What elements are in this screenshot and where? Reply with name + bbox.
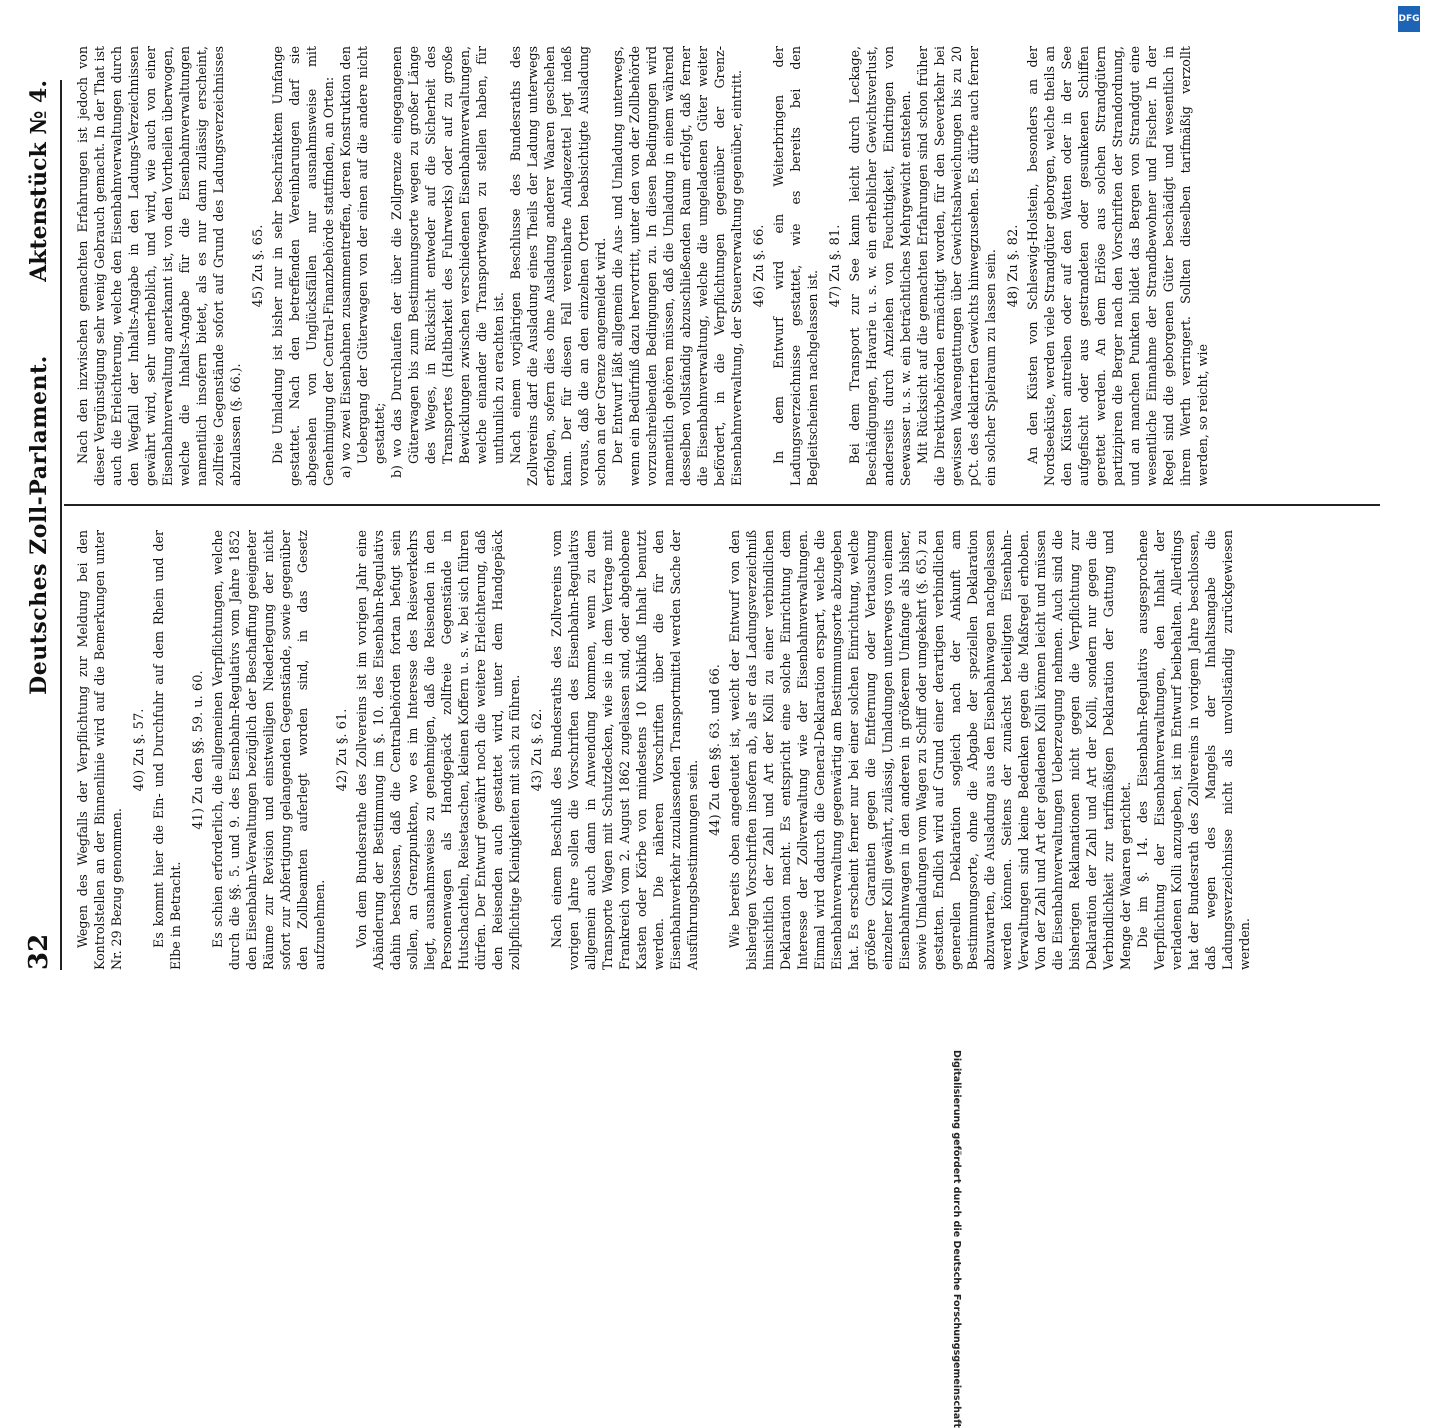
section-heading: 46) Zu §. 66.	[752, 224, 767, 308]
section-heading: 45) Zu §. 65.	[251, 224, 266, 308]
section-heading: 40) Zu §. 57.	[132, 708, 147, 792]
paragraph: Es kommt hier die Ein- und Durchfuhr auf dem Rhein und der Elbe in Betracht.	[151, 530, 183, 970]
paragraph: Der Entwurf läßt allgemein die Aus- und Umladung unterwegs, wenn ein Bedürfniß dazu hervortritt, unter den von der Zollbehörde vorzuschreibenden Bedingungen zu. In diesen Bedingungen wird namentlich gehören müssen, daß die Umladung in einem während desselben vollständig abzuschließenden Raum erfolgt, daß ferner die Eisenbahnverwaltung, welche die umgeladenen Güter weiter befördert, in die Verpflichtungen gegenüber der Grenz-Eisenbahnverwaltung, der Steuerverwaltung gegenüber, eintritt.	[610, 46, 744, 486]
paragraph: Die im §. 14. des Eisenbahn-Regulativs ausgesprochene Verpflichtung der Eisenbahnverwaltungen, den Inhalt der verladenen Kolli anzugeben, ist im Entwurf beibehalten. Allerdings hat der Bundesrath des Zollvereins in vorigem Jahre beschlossen, daß wegen des Mangels der Inhaltsangabe die Ladungsverzeichnisse nicht als unvollständig zurückgewiesen werden.	[1135, 530, 1252, 970]
paragraph: Wegen des Wegfalls der Verpflichtung zur Meldung bei den Kontrolstellen an der Binnenlinie wird auf die Bemerkungen unter Nr. 29 Bezug genommen.	[75, 530, 124, 970]
section-heading: 41) Zu den §§. 59. u. 60.	[191, 670, 206, 830]
paragraph: Von dem Bundesrathe des Zollvereins ist im vorigen Jahr eine Abänderung der Bestimmung im §. 10. des Eisenbahn-Regulativs dahin beschlossen, daß die Centralbehörden fortan befugt sein sollen, an Grenzpunkten, wo es im Interesse des Reiseverkehrs liegt, ausnahmsweise zu genehmigen, daß die Reisenden in den Personenwagen als Handgepäck zollfreie Gegenstände in Hutschachteln, Reisetaschen, kleinen Koffern u. s. w. bei sich führen dürfen. Der Entwurf gewährt noch die weitere Erleichterung, daß den Reisenden auch gestattet wird, unter dem Handgepäck zollpflichtige Kleinigkeiten mit sich zu führen.	[354, 530, 522, 970]
paragraph: Nach den inzwischen gemachten Erfahrungen ist jedoch von dieser Vergünstigung sehr wenig Gebrauch gemacht. In der That ist auch die Erleichterung, welche den Eisenbahnverwaltungen durch den Wegfall der Inhalts-Angabe in den Ladungs-Verzeichnissen gewährt wird, sehr unerheblich, und wird, wie auch von einer Eisenbahnverwaltung anerkannt ist, von den Vortheilen überwogen, welche die Inhalts-Angabe für die Eisenbahnverwaltungen namentlich insofern bietet, als es nur dann zulässig erscheint, zollfreie Gegenstände sofort auf Grund des Ladungsverzeichnisses abzulassen (§. 66.).	[75, 46, 243, 486]
section-heading: 48) Zu §. 82.	[1006, 224, 1021, 308]
column-divider	[64, 505, 1380, 507]
paragraph: In dem Entwurf wird ein Weiterbringen der Ladungsverzeichnisse gestattet, wie es bereits bei den Begleitscheinen nachgelassen ist.	[771, 46, 820, 486]
paragraph: An den Küsten von Schleswig-Holstein, besonders an der Nordseeküste, werden viele Strandgüter geborgen, welche theils an den Küsten antreiben oder auf den Watten oder in der See aufgefischt oder aus gestrandeten oder gesunkenen Schiffen gerettet werden. An dem Erlöse aus solchen Strandgütern partizipiren die Berger nach den Vorschriften der Strandordnung, und an manchen Punkten bildet das Bergen von Strandgut eine wesentliche Einnahme der Strandbewohner und Fischer. In der Regel sind die geborgenen Güter beschädigt und wesentlich in ihrem Werth verringert. Sollten dieselben tarifmäßig verzollt werden, so reicht, wie	[1025, 46, 1210, 486]
left-column	[74, 530, 1253, 970]
paragraph: Nach einem vorjährigen Beschlusse des Bundesraths des Zollvereins darf die Ausladung eines Theils der Ladung unterwegs erfolgen, sofern dies ohne Ausladung anderer Waaren geschehen kann. Der für diesen Fall vereinbarte Anlagezettel legt indeß voraus, daß die an den einzelnen Orten beabsichtigte Ausladung schon an der Grenze angemeldet wird.	[508, 46, 608, 486]
document-label: Aktenstück № 4.	[26, 80, 52, 282]
section-heading: 44) Zu den §§. 63. und 66.	[708, 664, 723, 836]
page-title: Deutsches Zoll-Parlament.	[26, 355, 52, 695]
dfg-logo: DFG	[1398, 6, 1420, 32]
list-item: a) wo zwei Eisenbahnen zusammentreffen, deren Konstruktion den Uebergang der Güterwagen von der einen auf die andere nicht gestattet;	[338, 46, 387, 478]
section-heading: 43) Zu §. 62.	[530, 708, 545, 792]
digitization-credit: Digitalisierung gefördert durch die Deutsche Forschungsgemeinschaft	[951, 1050, 962, 1428]
section-heading: 42) Zu §. 61.	[335, 708, 350, 792]
page-header	[20, 80, 60, 970]
right-column	[74, 46, 1211, 486]
paragraph: Die Umladung ist bisher nur in sehr beschränktem Umfange gestattet. Nach den betreffenden Vereinbarungen darf sie abgesehen von Unglücksfällen nur ausnahmsweise mit Genehmigung der Central-Finanzbehörde stattfinden, an Orten:	[270, 46, 336, 486]
paragraph: Es schien erforderlich, die allgemeinen Verpflichtungen, welche durch die §§. 5. und 9. des Eisenbahn-Regulativs vom Jahre 1852 den Eisenbahn-Verwaltungen bezüglich der Beschaffung geeigneter Räume zur Revision und einstweiligen Niederlegung der nicht sofort zur Abfertigung gelangenden Gegenstände, sowie gegenüber den Zollbeamten auferlegt worden sind, in das Gesetz aufzunehmen.	[210, 530, 327, 970]
page-number: 32	[24, 933, 54, 970]
paragraph: Nach einem Beschluß des Bundesraths des Zollvereins vom vorigen Jahre sollen die Vorschriften des Eisenbahn-Regulativs allgemein auch dann in Anwendung kommen, wenn zu dem Transporte Wagen mit Schutzdecken, wie sie in dem Vertrage mit Frankreich vom 2. August 1862 zugelassen sind, oder abgehobene Kasten oder Körbe von mindestens 10 Kubikfuß Inhalt benutzt werden. Die näheren Vorschriften über die für den Eisenbahnverkehr zuzulassenden Transportmittel werden Sache der Ausführungsbestimmungen sein.	[549, 530, 700, 970]
header-rule	[60, 80, 62, 970]
paragraph: Wie bereits oben angedeutet ist, weicht der Entwurf von den bisherigen Vorschriften insofern ab, als er das Ladungsverzeichniß hinsichtlich der Zahl und Art der Kolli zu einer verbindlichen Deklaration macht. Es entspricht eine solche Einrichtung dem Interesse der Zollverwaltung wie der Eisenbahnverwaltungen. Einmal wird dadurch die General-Deklaration erspart, welche die Eisenbahnverwaltung gegenwärtig am Bestimmungsorte abzugeben hat. Es erscheint ferner nur bei einer solchen Einrichtung, welche größere Garantien gegen die Entfernung oder Vertauschung einzelner Kolli gewährt, zulässig, Umladungen unterwegs von einem Eisenbahnwagen in den anderen in größerem Umfange als bisher, sowie Umladungen vom Wagen zu Schiff oder umgekehrt (§. 65.) zu gestatten. Endlich wird auf Grund einer derartigen verbindlichen generellen Deklaration sogleich nach der Ankunft am Bestimmungsorte, ohne die Abgabe der speziellen Deklaration abzuwarten, die Ausladung aus den Eisenbahnwagen nachgelassen werden können. Seitens der zunächst beteiligten Eisenbahn-Verwaltungen sind keine Bedenken gegen die Maßregel erhoben. Von der Zahl und Art der geladenen Kolli können leicht und müssen die Eisenbahnverwaltungen Ueberzeugung nehmen. Auch sind die bisherigen Reklamationen nicht gegen die Verpflichtung zur Deklaration der Zahl und Art der Kolli, sondern nur gegen die Verbindlichkeit zur tarifmäßigen Deklaration der Gattung und Menge der Waaren gerichtet.	[727, 530, 1133, 970]
paragraph: Bei dem Transport zur See kann leicht durch Leckage, Beschädigungen, Havarie u. s. w. ein erheblicher Gewichtsverlust, anderseits durch Anziehen von Feuchtigkeit, Eindringen von Seewasser u. s. w. ein beträchtliches Mehrgewicht entstehen.	[847, 46, 913, 486]
list-item: b) wo das Durchlaufen der über die Zollgrenze eingegangenen Güterwagen bis zum Bestimmungsorte wegen zu großer Länge des Weges, in Rücksicht entweder auf die Sicherheit des Transportes (Haltbarkeit des Fuhrwerks) oder auf zu große Bewicklungen zwischen verschiedenen Eisenbahnverwaltungen, welche einander die Transportwagen zu stellen haben, für unthunlich zu erachten ist.	[389, 46, 506, 478]
paragraph: Mit Rücksicht auf die gemachten Erfahrungen sind schon früher die Direktivbehörden ermächtigt worden, für den Seeverkehr bei gewissen Waarengattungen über Gewichtsabweichungen bis zu 20 pCt. des deklarirten Gewichts hinwegzusehen. Es dürfte auch ferner ein solcher Spielraum zu lassen sein.	[915, 46, 998, 486]
section-heading: 47) Zu §. 81.	[828, 224, 843, 308]
